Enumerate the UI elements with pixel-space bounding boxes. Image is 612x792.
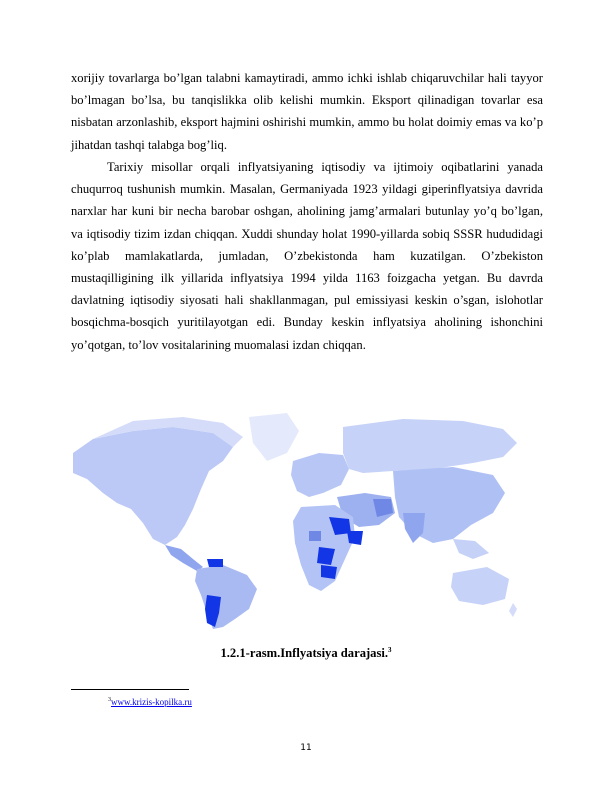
footnote <box>108 697 192 707</box>
footnote-ref: 3 <box>388 646 392 654</box>
figure-caption-text: 1.2.1-rasm.Inflyatsiya darajasi. <box>220 646 389 661</box>
map-region-nigeria <box>309 531 321 541</box>
figure-caption <box>0 646 612 661</box>
paragraph-1-text: xorijiy tovarlarga bo’lgan talabni kamaytiradi, ammo ichki ishlab chiqaruvchilar hali tayyor bo’lmagan bo’lsa, bu tanqislikka olib kelishi mumkin. Eksport qilinadigan tovarlar esa nisbatan arzonlashib, eksport hajmini oshirishi mumkin, ammo bu holat doimiy emas va ko’p jihatdan tashqi talabga bog’liq. <box>71 71 543 152</box>
paragraph-1 <box>71 67 543 156</box>
map-region-zimbabwe <box>321 565 337 579</box>
paragraph-2 <box>71 156 543 356</box>
inflation-world-map <box>73 413 517 629</box>
page-number: 11 <box>300 743 312 753</box>
footnote-marker: 3 <box>108 697 111 703</box>
map-region-ethiopia <box>347 531 363 545</box>
map-region-venezuela <box>207 559 223 567</box>
paragraph-2-text: Tarixiy misollar orqali inflyatsiyaning iqtisodiy va ijtimoiy oqibatlarini yanada chuqurroq tushunish mumkin. Masalan, Germaniyada 1923 yildagi giperinflyatsiya davrida narxlar har kuni bir necha barobar oshgan, aholining jamg’armalari butunlay yo’q bo’lgan, va iqtisodiy tizim izdan chiqqan. Xuddi shunday holat 1990-yillarda sobiq SSSR hududidagi ko’plab mamlakatlarda, jumladan, O’zbekistonda ham kuzatilgan. O’zbekiston mustaqilligining ilk yillarida inflyatsiya 1994 yilda 1163 foizgacha yetgan. Bu davrda davlatning iqtisodiy siyosati hali shakllanmagan, pul emissiyasi keskin o’sgan, islohotlar bosqichma-bosqich yuritilayotgan edi. Bunday keskin inflyatsiya aholining ishonchini yo’qotgan, to’lov vositalarining muomalasi izdan chiqqan. <box>71 160 543 352</box>
footnote-divider <box>71 689 189 690</box>
footnote-link[interactable]: www.krizis-kopilka.ru <box>111 697 192 707</box>
